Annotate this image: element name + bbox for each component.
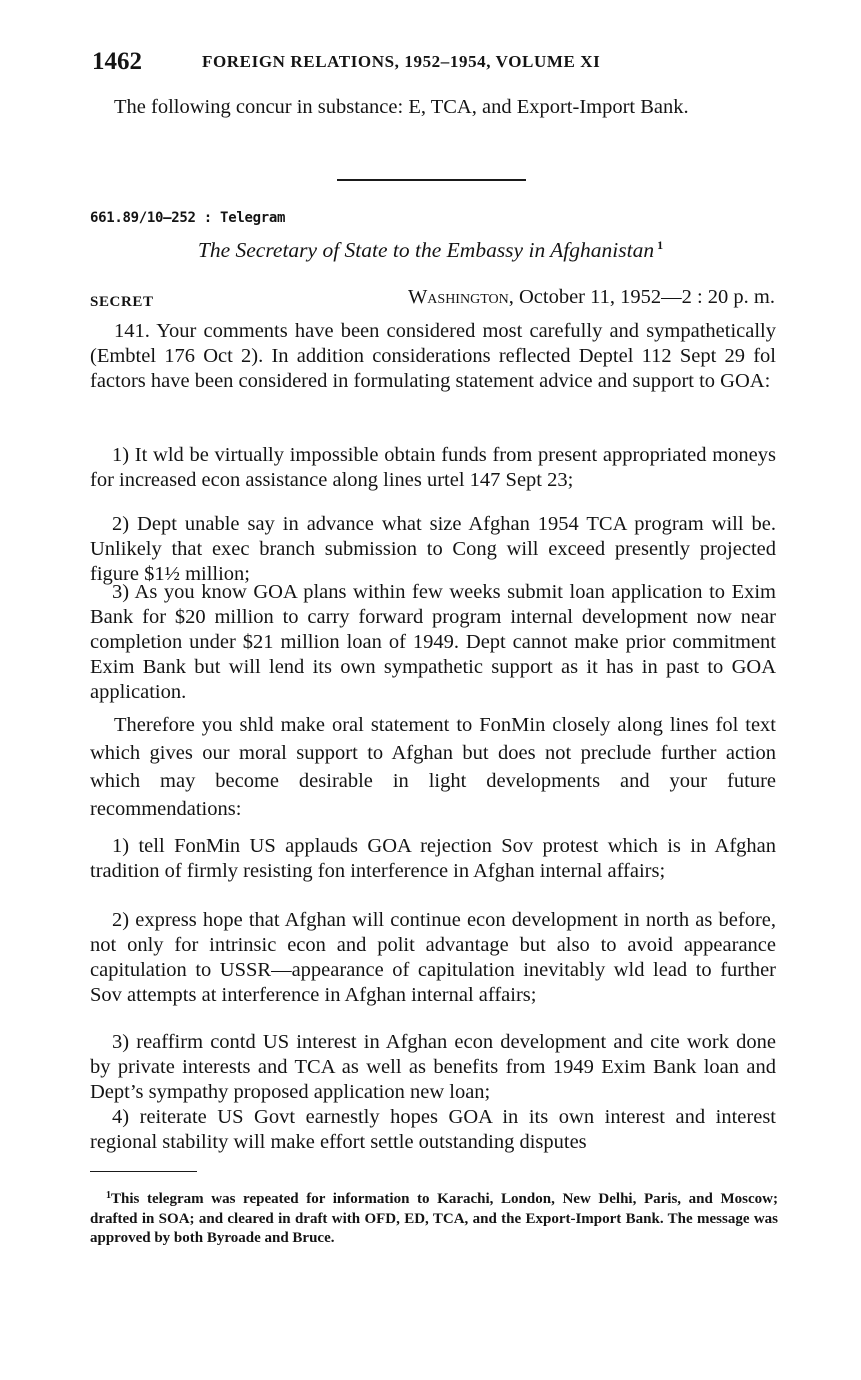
section-divider — [337, 179, 526, 181]
document-reference: 661.89/10–252 : Telegram — [90, 210, 286, 226]
factor-item: 2) Dept unable say in advance what size Afghan 1954 TCA program will be. Unlikely that exec branch submission to Cong will exceed presently projected figure $1½ million; — [90, 513, 776, 585]
document-title-text: The Secretary of State to the Embassy in Afghanistan — [197, 238, 655, 262]
therefore-paragraph: Therefore you shld make oral statement to FonMin closely along lines fol text which gives our moral support to Afghan but does not preclude further action which may become desirable in light developments and your future recommendations: — [90, 714, 776, 820]
footnote-text: This telegram was repeated for information to Karachi, London, New Delhi, Paris, and Moscow; drafted in SOA; and cleared in draft with OFD, ED, TCA, and the Export-Import Bank. The message was approved by both Byroade and Bruce. — [90, 1191, 778, 1246]
running-head: FOREIGN RELATIONS, 1952–1954, VOLUME XI — [202, 52, 601, 71]
instruction-item: 3) reaffirm contd US interest in Afghan econ development and cite work done by private interests and TCA as well as benefits from 1949 Exim Bank loan and Dept’s sympathy proposed application new loan; — [90, 1031, 776, 1103]
instruction-item: 1) tell FonMin US applauds GOA rejection Sov protest which is in Afghan tradition of firmly resisting fon interference in Afghan internal affairs; — [90, 835, 776, 882]
concur-paragraph: The following concur in substance: E, TCA, and Export-Import Bank. — [114, 96, 689, 118]
dateline — [408, 286, 775, 309]
footnote-rule — [90, 1171, 197, 1172]
footnote-marker: 1 — [657, 238, 664, 252]
footnote-number: 1 — [106, 1190, 111, 1201]
document-title — [0, 238, 861, 263]
footnote — [90, 1186, 778, 1249]
opening-paragraph: 141. Your comments have been considered most carefully and sympathetically (Embtel 176 Oct 2). In addition considerations reflected Deptel 112 Sept 29 fol factors have been considered in formulating statement advice and support to GOA: — [90, 320, 776, 392]
classification-label: SECRET — [90, 294, 154, 310]
page-number: 1462 — [92, 48, 142, 75]
factor-item: 3) As you know GOA plans within few weeks submit loan application to Exim Bank for $20 million to carry forward program internal development now near completion under $21 million loan of 1949. Dept cannot make prior commitment Exim Bank but will lend its own sympathetic support as it has in past to GOA application. — [90, 581, 776, 703]
instruction-item: 2) express hope that Afghan will continue econ development in north as before, not only for intrinsic econ and polit advantage but also to avoid appearance capitulation to USSR—appearance of capitulation inevitably wld lead to further Sov attempts at interference in Afghan internal affairs; — [90, 909, 776, 1006]
dateline-time: , October 11, 1952—2 : 20 p. m. — [508, 286, 775, 308]
page-header — [92, 48, 782, 80]
instruction-item: 4) reiterate US Govt earnestly hopes GOA in its own interest and interest regional stability will make effort settle outstanding disputes — [90, 1106, 776, 1153]
dateline-place: Washington — [407, 286, 509, 308]
factor-item: 1) It wld be virtually impossible obtain funds from present appropriated moneys for increased econ assistance along lines urtel 147 Sept 23; — [90, 444, 776, 491]
